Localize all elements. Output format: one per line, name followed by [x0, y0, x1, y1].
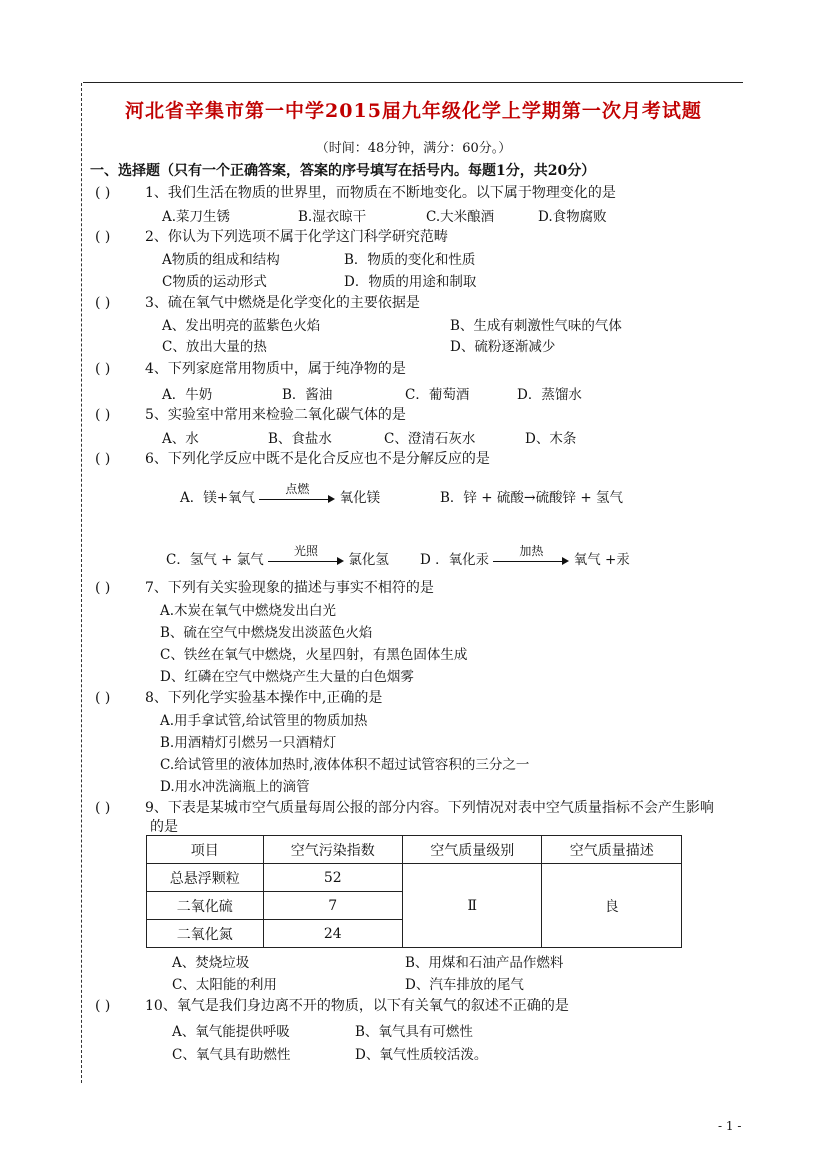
question-5 — [95, 404, 406, 424]
table-cell-index: 7 — [263, 892, 402, 920]
section-heading: 一、选择题（只有一个正确答案，答案的序号填写在括号内。每题1分，共20分） — [90, 163, 596, 179]
question-4 — [95, 358, 406, 378]
column-header: 项目 — [147, 836, 264, 864]
question-stem: 5、实验室中常用来检验二氧化碳气体的是 — [145, 407, 406, 423]
answer-blank[interactable]: ( ) — [95, 998, 111, 1014]
reactants: B．锌 + 硫酸 — [440, 490, 524, 506]
option-b-equation — [440, 486, 623, 506]
option-b: B．酱油 — [282, 387, 333, 403]
question-7 — [95, 577, 434, 597]
answer-blank[interactable]: ( ) — [95, 451, 111, 467]
reactants: A．镁+氧气 — [180, 490, 256, 506]
option-b: B.用酒精灯引燃另一只酒精灯 — [160, 735, 337, 751]
answer-blank[interactable]: ( ) — [95, 295, 111, 311]
option-a: A物质的组成和结构 — [162, 252, 280, 268]
option-d-equation — [420, 543, 630, 568]
option-c: C.大米酿酒 — [426, 209, 495, 225]
column-header: 空气质量描述 — [542, 836, 682, 864]
option-c: C、铁丝在氧气中燃烧，火星四射，有黑色固体生成 — [160, 647, 468, 663]
answer-blank[interactable]: ( ) — [95, 407, 111, 423]
option-c: C．葡萄酒 — [405, 387, 470, 403]
question-8 — [95, 687, 382, 707]
option-c: C物质的运动形式 — [162, 274, 267, 290]
reaction-condition: 点燃 — [285, 481, 310, 496]
answer-blank[interactable]: ( ) — [95, 690, 111, 706]
table-cell-index: 24 — [263, 920, 402, 948]
reaction-arrow: → — [523, 490, 536, 506]
option-b: B．物质的变化和性质 — [344, 252, 476, 268]
option-c: C.给试管里的液体加热时,液体体积不超过试管容积的三分之一 — [160, 757, 530, 773]
option-a: A.用手拿试管,给试管里的物质加热 — [160, 713, 368, 729]
question-stem: 2、你认为下列选项不属于化学这门科学研究范畴 — [145, 229, 448, 245]
exam-title: 河北省辛集市第一中学2015届九年级化学上学期第一次月考试题 — [125, 100, 702, 122]
option-d: D、木条 — [525, 431, 577, 447]
option-d: D、氧气性质较活泼。 — [355, 1047, 488, 1063]
option-b: B、氧气具有可燃性 — [355, 1024, 473, 1040]
table-row — [147, 864, 682, 892]
option-c-equation — [166, 543, 389, 568]
products: 氧化镁 — [339, 490, 381, 506]
option-d: D、汽车排放的尾气 — [405, 977, 524, 993]
reaction-arrow — [268, 543, 344, 568]
option-c: C、氧气具有助燃性 — [172, 1047, 291, 1063]
binding-margin-line — [81, 83, 82, 1083]
air-quality-table — [146, 835, 682, 948]
option-d: D、红磷在空气中燃烧产生大量的白色烟雾 — [160, 669, 414, 685]
table-cell-item: 二氧化氮 — [147, 920, 264, 948]
option-a-equation — [180, 481, 381, 506]
products: 硫酸锌 + 氢气 — [535, 490, 623, 506]
page-number: - 1 - — [718, 1119, 742, 1133]
option-d: D、硫粉逐渐减少 — [450, 339, 556, 355]
question-1 — [95, 182, 616, 202]
column-header: 空气污染指数 — [263, 836, 402, 864]
reaction-condition: 光照 — [294, 543, 319, 558]
answer-blank[interactable]: ( ) — [95, 229, 111, 245]
top-rule — [83, 82, 743, 83]
question-2 — [95, 226, 448, 246]
reactants: C．氢气 + 氯气 — [166, 552, 264, 568]
question-stem: 8、下列化学实验基本操作中,正确的是 — [145, 690, 383, 706]
option-a: A、发出明亮的蓝紫色火焰 — [162, 318, 321, 334]
question-6 — [95, 448, 490, 468]
table-cell-item: 总悬浮颗粒 — [147, 864, 264, 892]
option-d: D．物质的用途和制取 — [344, 274, 477, 290]
column-header: 空气质量级别 — [403, 836, 542, 864]
answer-blank[interactable]: ( ) — [95, 361, 111, 377]
question-stem-continued: 的是 — [150, 819, 178, 835]
option-a: A．牛奶 — [162, 387, 213, 403]
reaction-arrow — [493, 543, 569, 568]
reactants: D ．氧化汞 — [420, 552, 490, 568]
table-cell-index: 52 — [263, 864, 402, 892]
option-c: C、放出大量的热 — [162, 339, 267, 355]
answer-blank[interactable]: ( ) — [95, 580, 111, 596]
option-a: A、水 — [162, 431, 199, 447]
products: 氧气 +汞 — [573, 552, 630, 568]
option-b: B、生成有刺激性气味的气体 — [450, 318, 622, 334]
question-stem: 4、下列家庭常用物质中，属于纯净物的是 — [145, 361, 406, 377]
question-9 — [95, 797, 714, 817]
question-stem: 6、下列化学反应中既不是化合反应也不是分解反应的是 — [145, 451, 490, 467]
question-stem: 7、下列有关实验现象的描述与事实不相符的是 — [145, 580, 434, 596]
option-b: B、硫在空气中燃烧发出淡蓝色火焰 — [160, 625, 373, 641]
option-b: B、食盐水 — [268, 431, 332, 447]
question-10 — [95, 995, 569, 1015]
reaction-condition: 加热 — [519, 543, 544, 558]
option-a: A.木炭在氧气中燃烧发出白光 — [160, 603, 337, 619]
question-stem: 10、氧气是我们身边离不开的物质，以下有关氧气的叙述不正确的是 — [145, 998, 569, 1014]
question-stem: 1、我们生活在物质的世界里，而物质在不断地变化。以下属于物理变化的是 — [145, 185, 616, 201]
answer-blank[interactable]: ( ) — [95, 800, 111, 816]
option-d: D．蒸馏水 — [517, 387, 582, 403]
answer-blank[interactable]: ( ) — [95, 185, 111, 201]
question-3 — [95, 292, 420, 312]
option-c: C、太阳能的利用 — [172, 977, 277, 993]
option-d: D.食物腐败 — [538, 209, 607, 225]
option-a: A、氧气能提供呼吸 — [172, 1024, 290, 1040]
option-c: C、澄清石灰水 — [384, 431, 476, 447]
option-a: A.菜刀生锈 — [162, 209, 231, 225]
products: 氯化氢 — [348, 552, 389, 568]
table-cell-level: Ⅱ — [403, 864, 542, 948]
reaction-arrow — [259, 481, 335, 506]
question-stem: 9、下表是某城市空气质量每周公报的部分内容。下列情况对表中空气质量指标不会产生影响 — [145, 800, 714, 816]
question-stem: 3、硫在氧气中燃烧是化学变化的主要依据是 — [145, 295, 420, 311]
exam-subtitle: （时间：48分钟，满分：60分。） — [315, 141, 512, 156]
option-b: B.湿衣晾干 — [298, 209, 367, 225]
option-b: B、用煤和石油产品作燃料 — [405, 955, 564, 971]
table-cell-desc: 良 — [542, 864, 682, 948]
table-cell-item: 二氧化硫 — [147, 892, 264, 920]
option-a: A、焚烧垃圾 — [172, 955, 250, 971]
table-header-row — [147, 836, 682, 864]
option-d: D.用水冲洗滴瓶上的滴管 — [160, 779, 310, 795]
